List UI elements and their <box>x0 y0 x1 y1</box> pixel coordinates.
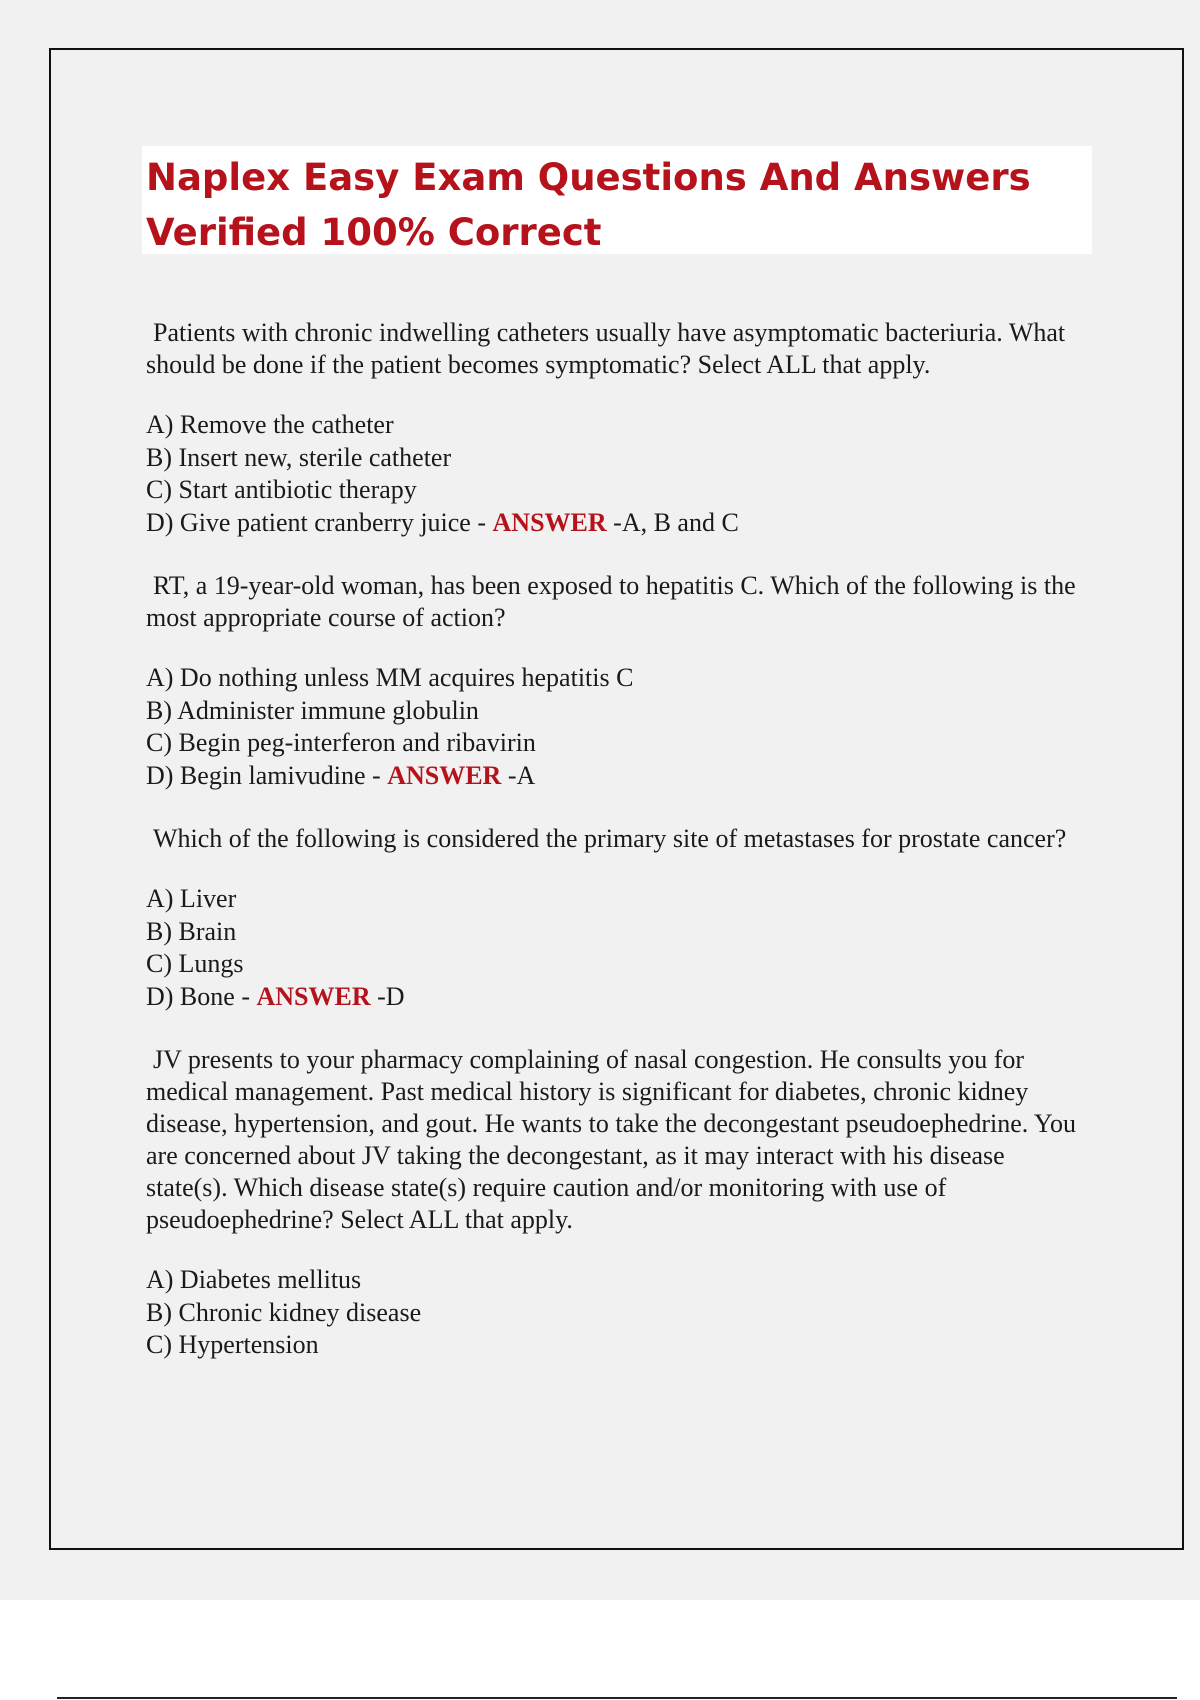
question-stem: JV presents to your pharmacy complaining of nasal congestion. He consults you for medical management. Past medical history is significant for diabetes, chronic kidney disease, hypertension, and gout. He wants to take the decongestant pseudoephedrine. You are concerned about JV taking the decongestant, as it may interact with his disease state(s). Which disease state(s) require caution and/or monitoring with use of pseudoephedrine? Select ALL that apply. <box>146 1045 1077 1234</box>
answer-value: -A <box>501 760 536 790</box>
option-a: A) Diabetes mellitus <box>146 1265 362 1294</box>
question-3 <box>146 823 1086 1013</box>
option-list <box>146 662 1086 792</box>
question-1 <box>146 317 1086 539</box>
option-d-with-answer <box>146 507 1086 540</box>
option-d: D) Give patient cranberry juice - <box>146 507 493 537</box>
option-list <box>146 409 1086 539</box>
document-title: Naplex Easy Exam Questions And Answers Verified 100% Correct <box>146 156 1031 254</box>
option-c: C) Lungs <box>146 949 244 978</box>
question-4 <box>146 1044 1086 1362</box>
option-d: D) Bone - <box>146 981 257 1011</box>
option-d: D) Begin lamivudine - <box>146 760 388 790</box>
option-d-with-answer <box>146 760 1086 793</box>
option-c: C) Hypertension <box>146 1330 319 1359</box>
question-list <box>146 317 1086 1393</box>
footer-rule <box>57 1697 1177 1699</box>
answer-label: ANSWER <box>492 507 607 537</box>
answer-label: ANSWER <box>387 760 502 790</box>
answer-value: -A, B and C <box>606 507 739 537</box>
question-2 <box>146 570 1086 792</box>
option-list <box>146 883 1086 1013</box>
question-stem: Patients with chronic indwelling catheters usually have asymptomatic bacteriuria. What should be done if the patient becomes symptomatic? Select ALL that apply. <box>146 318 1066 379</box>
question-stem: RT, a 19-year-old woman, has been exposed to hepatitis C. Which of the following is the most appropriate course of action? <box>146 571 1076 632</box>
option-b: B) Insert new, sterile catheter <box>146 442 452 472</box>
option-b: B) Administer immune globulin <box>146 695 479 725</box>
option-b: B) Chronic kidney disease <box>146 1297 422 1327</box>
option-c: C) Start antibiotic therapy <box>146 475 417 504</box>
answer-label: ANSWER <box>256 981 371 1011</box>
option-d-with-answer <box>146 981 1086 1014</box>
option-a: A) Liver <box>146 884 237 913</box>
option-list <box>146 1264 1086 1362</box>
question-stem: Which of the following is considered the primary site of metastases for prostate cancer? <box>153 824 1067 853</box>
answer-value: -D <box>370 981 405 1011</box>
option-b: B) Brain <box>146 916 237 946</box>
option-a: A) Do nothing unless MM acquires hepatitis C <box>146 663 634 692</box>
option-a: A) Remove the catheter <box>146 410 394 439</box>
option-c: C) Begin peg-interferon and ribavirin <box>146 728 536 757</box>
